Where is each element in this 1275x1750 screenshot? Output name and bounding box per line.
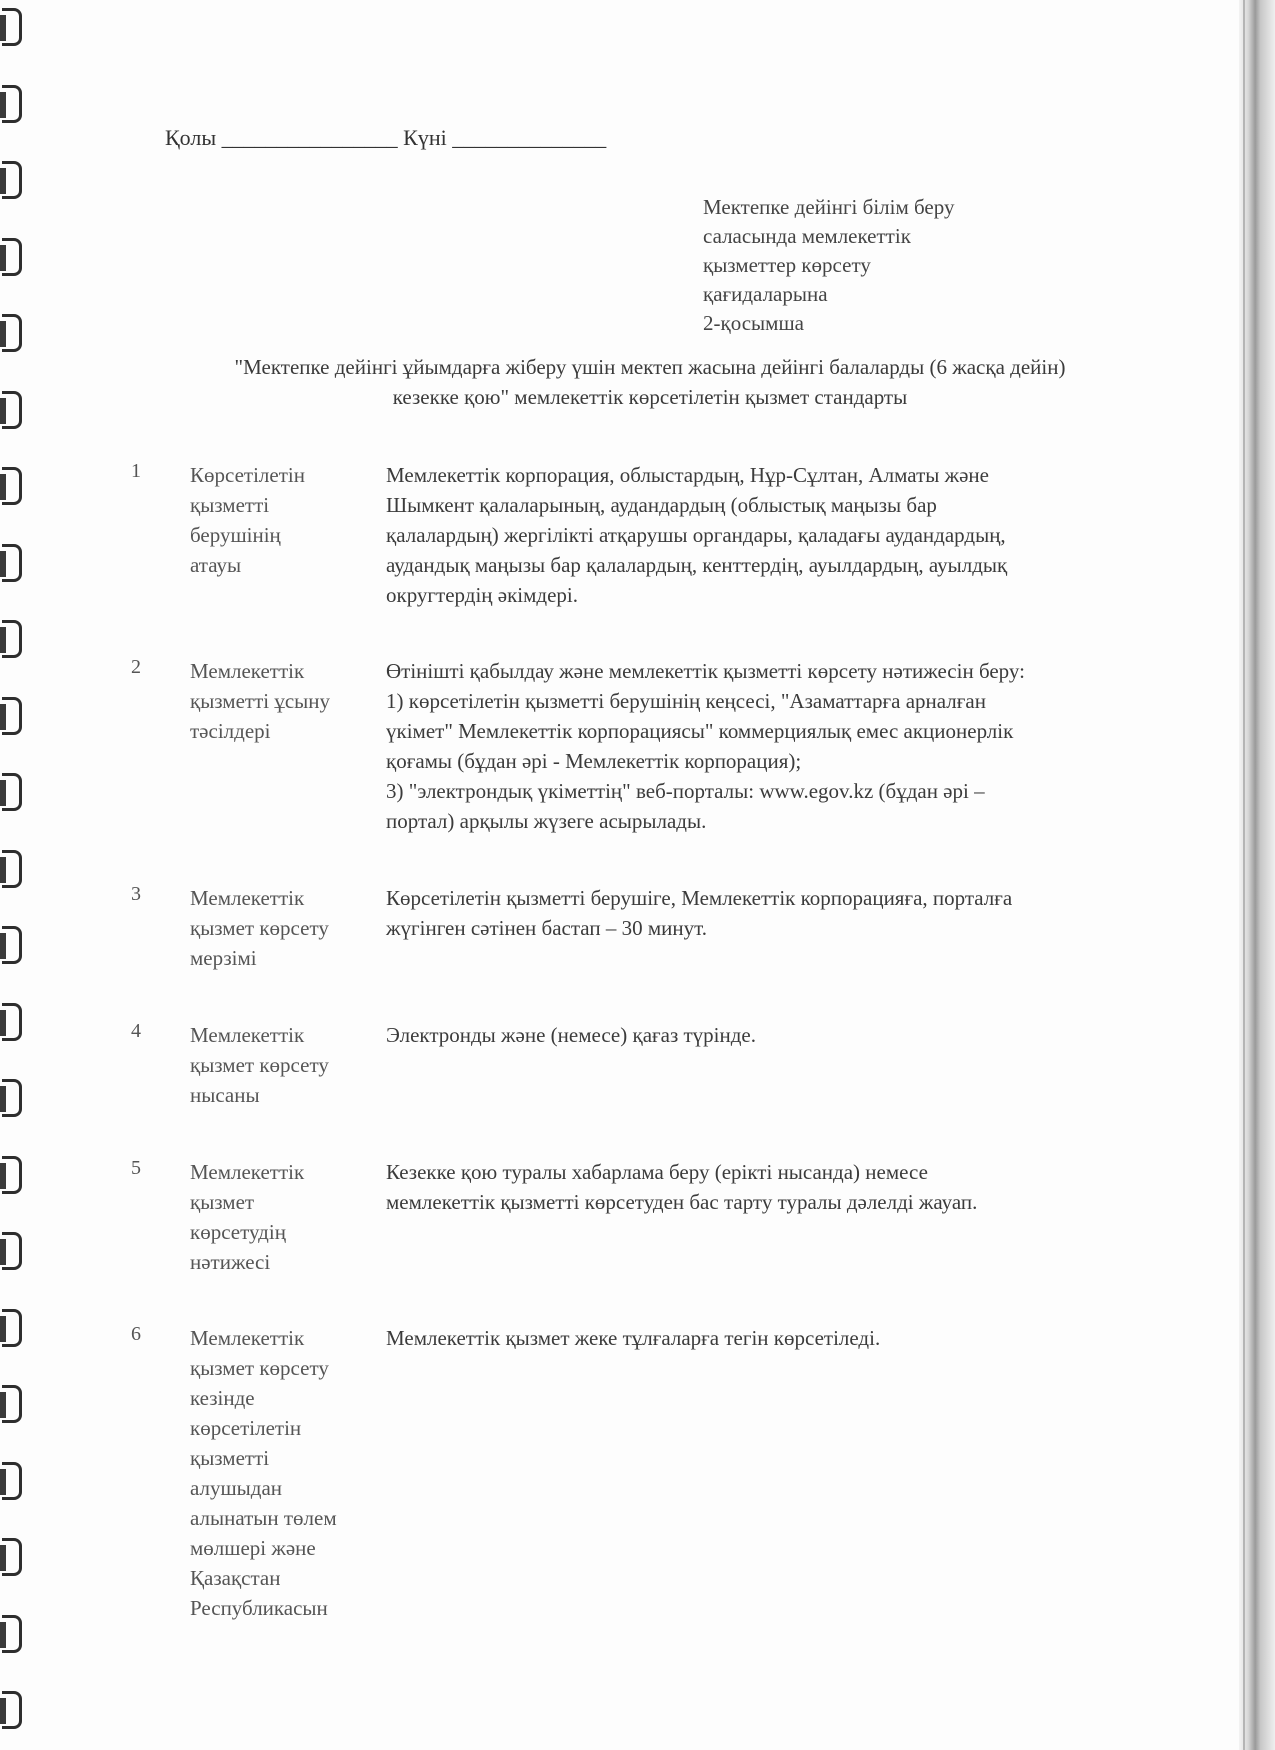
signature-blank: ________________ bbox=[221, 125, 398, 150]
signature-label: Қолы bbox=[165, 125, 217, 150]
row-label-line: кезінде bbox=[190, 1386, 255, 1410]
row-text-line: мемлекеттік қызметті көрсетуден бас тарту туралы дәлелді жауап. bbox=[386, 1190, 978, 1214]
annex-line: саласында мемлекеттік bbox=[703, 224, 911, 248]
row-text-line: портал) арқылы жүзеге асырылады. bbox=[386, 809, 707, 833]
title-line: кезекке қою" мемлекеттік көрсетілетін қызмет стандарты bbox=[392, 385, 908, 409]
row-label bbox=[190, 460, 380, 580]
row-text-line: Электронды және (немесе) қағаз түрінде. bbox=[386, 1023, 757, 1047]
row-number: 5 bbox=[131, 1157, 141, 1179]
annex-line: Мектепке дейінгі білім беру bbox=[703, 195, 955, 219]
row-text-line: үкімет" Мемлекеттік корпорациясы" коммерциялық емес акционерлік bbox=[386, 719, 1014, 743]
row-label bbox=[190, 1020, 380, 1110]
row-label-line: Республикасын bbox=[190, 1596, 328, 1620]
row-text-line: Мемлекеттік қызмет жеке тұлғаларға тегін көрсетіледі. bbox=[386, 1326, 881, 1350]
row-text-line: қалалардың) жергілікті атқарушы органдары, қаладағы аудандардың, bbox=[386, 523, 1006, 547]
row-label-line: алынатын төлем bbox=[190, 1506, 337, 1530]
row-label bbox=[190, 656, 380, 746]
annex-line: қағидаларына bbox=[703, 282, 828, 306]
row-label-line: көрсетілетін bbox=[190, 1416, 302, 1440]
row-label-line: алушыдан bbox=[190, 1476, 283, 1500]
date-blank: ______________ bbox=[452, 125, 607, 150]
row-label-line: Мемлекеттік bbox=[190, 886, 305, 910]
row-label-line: Қазақстан bbox=[190, 1566, 281, 1590]
row-label-line: қызметті ұсыну bbox=[190, 689, 331, 713]
date-label: Күні bbox=[403, 125, 447, 150]
row-text-line: жүгінген сәтінен бастап – 30 минут. bbox=[386, 916, 707, 940]
row-label-line: нәтижесі bbox=[190, 1250, 271, 1274]
row-label-line: Мемлекеттік bbox=[190, 659, 305, 683]
row-label bbox=[190, 1157, 380, 1277]
row-text-line: аудандық маңызы бар қалалардың, кенттердің, ауылдардың, ауылдық bbox=[386, 553, 1008, 577]
row-label-line: Көрсетілетін bbox=[190, 463, 305, 487]
row-text bbox=[386, 1323, 1176, 1353]
row-label-line: Мемлекеттік bbox=[190, 1160, 305, 1184]
row-label-line: нысаны bbox=[190, 1083, 260, 1107]
row-number: 3 bbox=[131, 883, 141, 905]
row-label-line: қызметті bbox=[190, 493, 270, 517]
row-label-line: тәсілдері bbox=[190, 719, 271, 743]
row-number: 6 bbox=[131, 1323, 141, 1345]
row-text bbox=[386, 460, 1176, 610]
row-text-line: Шымкент қалаларының, аудандардың (облыстық маңызы бар bbox=[386, 493, 937, 517]
row-number: 4 bbox=[131, 1020, 141, 1042]
row-text-line: Кезекке қою туралы хабарлама беру (ерікті нысанда) немесе bbox=[386, 1160, 928, 1184]
row-label-line: қызмет көрсету bbox=[190, 1053, 329, 1077]
annex-line: қызметтер көрсету bbox=[703, 253, 871, 277]
row-text bbox=[386, 656, 1176, 836]
row-text-line: 1) көрсетілетін қызметті берушінің кеңсесі, "Азаматтарға арналған bbox=[386, 689, 986, 713]
row-text-line: қоғамы (бұдан әрі - Мемлекеттік корпорация); bbox=[386, 749, 802, 773]
row-text-line: 3) "электрондық үкіметтің" веб-порталы: www.egov.kz (бұдан әрі – bbox=[386, 779, 985, 803]
row-label-line: Мемлекеттік bbox=[190, 1023, 305, 1047]
row-label-line: мөлшері және bbox=[190, 1536, 316, 1560]
row-label-line: қызмет көрсету bbox=[190, 916, 329, 940]
row-label bbox=[190, 883, 380, 973]
row-label-line: атауы bbox=[190, 553, 242, 577]
title-line: "Мектепке дейінгі ұйымдарға жіберу үшін мектеп жасына дейінгі балаларды (6 жасқа дейін) bbox=[234, 355, 1066, 379]
row-text-line: Мемлекеттік корпорация, облыстардың, Нұр-Сұлтан, Алматы және bbox=[386, 463, 989, 487]
row-text bbox=[386, 1157, 1176, 1217]
row-label-line: Мемлекеттік bbox=[190, 1326, 305, 1350]
row-label-line: қызмет bbox=[190, 1190, 255, 1214]
row-text-line: Өтінішті қабылдау және мемлекеттік қызметті көрсету нәтижесін беру: bbox=[386, 659, 1025, 683]
row-text-line: Көрсетілетін қызметті берушіге, Мемлекеттік корпорацияға, порталға bbox=[386, 886, 1013, 910]
row-label-line: мерзімі bbox=[190, 946, 257, 970]
row-label bbox=[190, 1323, 380, 1623]
row-text bbox=[386, 1020, 1176, 1050]
row-number: 1 bbox=[131, 460, 141, 482]
row-text-line: округтердің әкімдері. bbox=[386, 583, 579, 607]
row-label-line: берушінің bbox=[190, 523, 281, 547]
row-text bbox=[386, 883, 1176, 943]
row-label-line: көрсетудің bbox=[190, 1220, 286, 1244]
row-number: 2 bbox=[131, 656, 141, 678]
row-label-line: қызмет көрсету bbox=[190, 1356, 329, 1380]
row-label-line: қызметті bbox=[190, 1446, 270, 1470]
annex-line: 2-қосымша bbox=[703, 311, 804, 335]
